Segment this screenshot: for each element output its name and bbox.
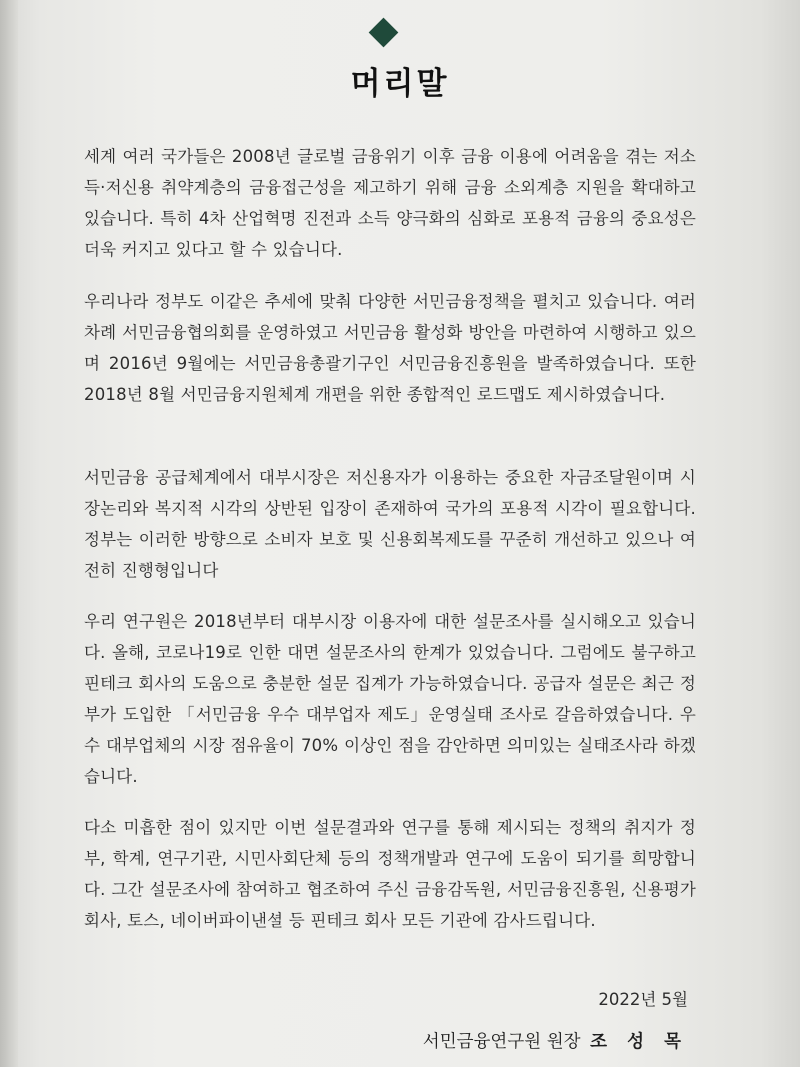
paragraph-1: 세계 여러 국가들은 2008년 글로벌 금융위기 이후 금융 이용에 어려움을 겪는 저소득·저신용 취약계층의 금융접근성을 제고하기 위해 금융 소외계층 지원을 확대하고 있습니다. 특히 4차 산업혁명 진전과 소득 양극화의 심화로 포용적 금융의 중요성은 더욱 커지고 있다고 할 수 있습니다. [84,147,696,259]
paragraph-2: 우리나라 정부도 이같은 추세에 맞춰 다양한 서민금융정책을 펼치고 있습니다. 여러 차례 서민금융협의회를 운영하였고 서민금융 활성화 방안을 마련하여 시행하고 있으며 2016년 9월에는 서민금융총괄기구인 서민금융진흥원을 발족하였습니다. 또한 2018년 8월 서민금융지원체계 개편을 위한 종합적인 로드맵도 제시하였습니다. [84,292,696,404]
date-line: 2022년 5월 [598,990,688,1009]
signature-line [423,1028,688,1053]
signature-position: 서민금융연구원 원장 [422,1032,581,1052]
paragraph-3: 서민금융 공급체계에서 대부시장은 저신용자가 이용하는 중요한 자금조달원이며 시장논리와 복지적 시각의 상반된 입장이 존재하여 국가의 포용적 시각이 필요합니다. 정부는 이러한 방향으로 소비자 보호 및 신용회복제도를 꾸준히 개선하고 있으나 여전히 진행형입니다 [84,468,696,580]
paragraph-4: 우리 연구원은 2018년부터 대부시장 이용자에 대한 설문조사를 실시해오고 있습니다. 올해, 코로나19로 인한 대면 설문조사의 한계가 있었습니다. 그럼에도 불구하고 핀테크 회사의 도움으로 충분한 설문 집계가 가능하였습니다. 공급자 설문은 최근 정부가 도입한 「서민금융 우수 대부업자 제도」운영실태 조사로 갈음하였습니다. 우수 대부업체의 시장 점유율이 70% 이상인 점을 감안하면 의미있는 실태조사라 하겠습니다. [84,612,696,786]
signature-name: 조 성 목 [590,1032,688,1052]
page-title: 머리말 [350,66,450,102]
paragraph-5: 다소 미흡한 점이 있지만 이번 설문결과와 연구를 통해 제시되는 정책의 취지가 정부, 학계, 연구기관, 시민사회단체 등의 정책개발과 연구에 도움이 되기를 희망합니다. 그간 설문조사에 참여하고 협조하여 주신 금융감독원, 서민금융진흥원, 신용평가회사, 토스, 네이버파이낸셜 등 핀테크 회사 모든 기관에 감사드립니다. [84,818,696,930]
book-spine-shadow [0,0,18,1067]
